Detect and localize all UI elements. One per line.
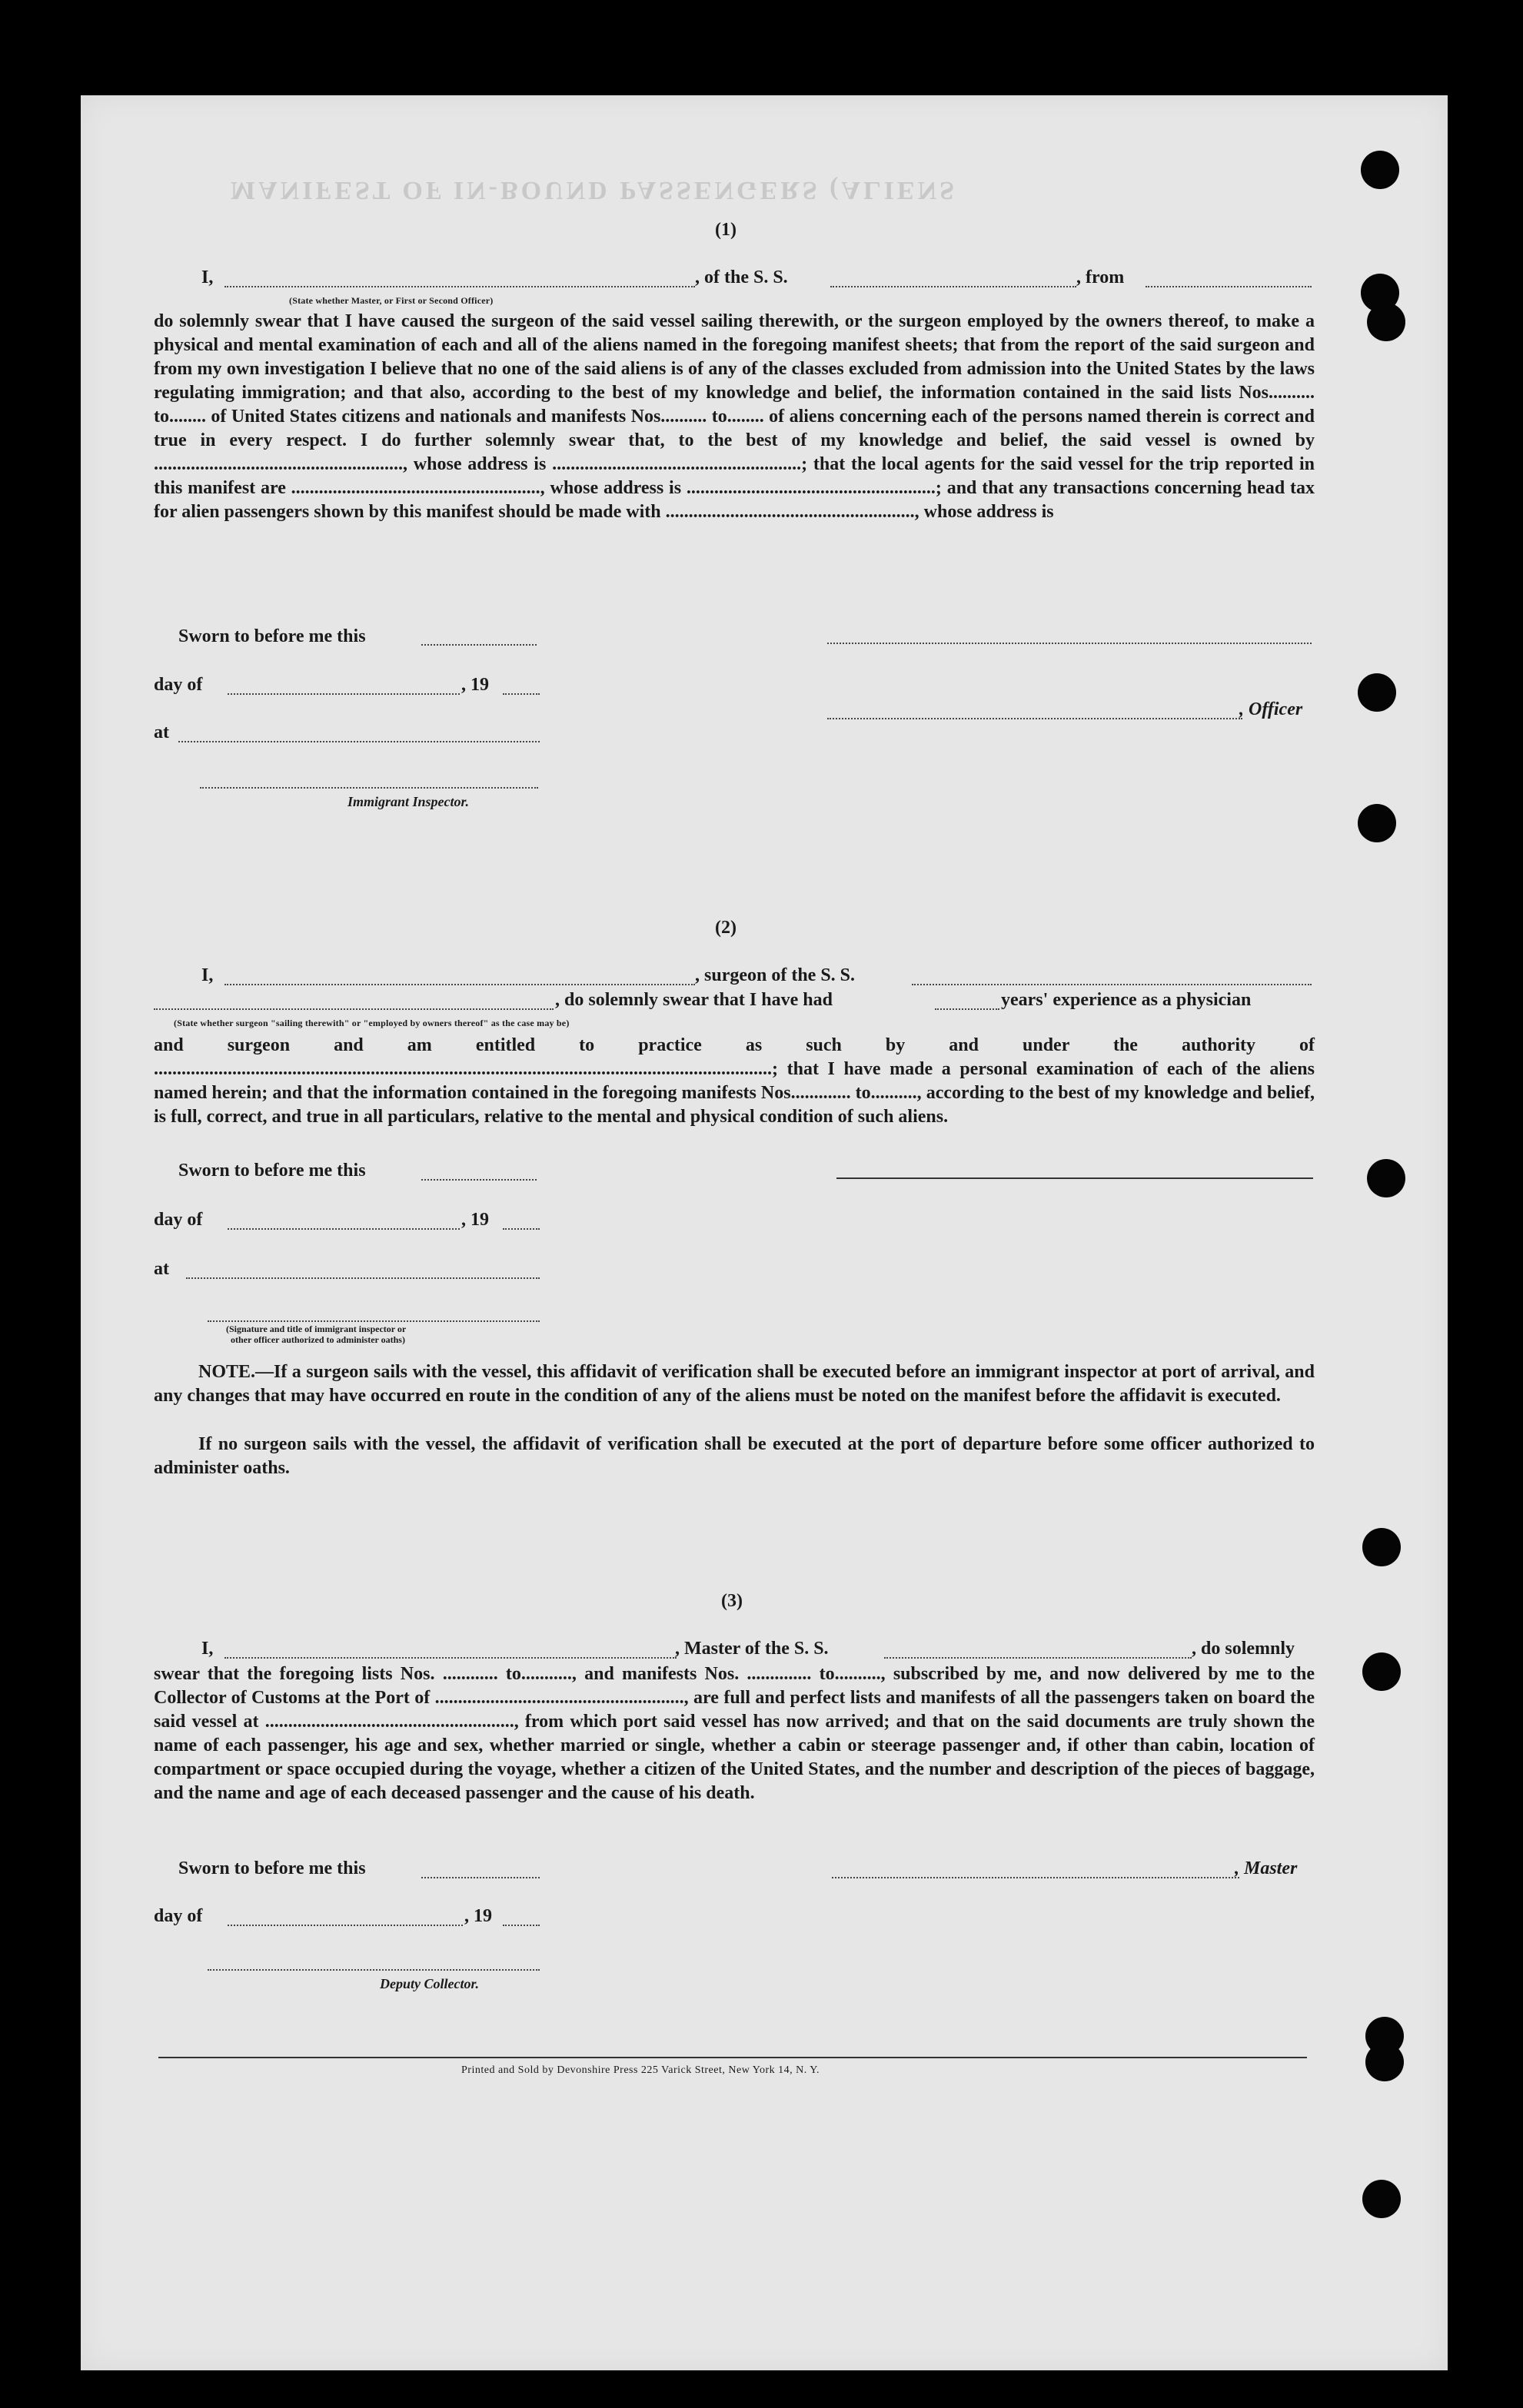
sworn-label: Sworn to before me this: [178, 626, 366, 646]
master-vessel-label: , Master of the S. S.: [675, 1639, 829, 1659]
solemn-swear-label: , do solemnly swear that I have had: [555, 990, 833, 1010]
at-label: at: [154, 722, 169, 742]
sworn-date-field[interactable]: [421, 1179, 537, 1181]
year-label: , 19: [461, 1210, 489, 1230]
master-label: , Master: [1235, 1858, 1298, 1878]
affiant-label: I,: [201, 965, 214, 985]
section-number: (3): [721, 1591, 743, 1611]
day-of-label: day of: [154, 675, 203, 695]
day-of-label: day of: [154, 1906, 203, 1926]
surgeon-note: [154, 1360, 1315, 1433]
officer-rank-hint: (State whether Master, or First or Second Officer): [289, 295, 494, 306]
section1-oath-text: do solemnly swear that I have caused the surgeon of the said vessel sailing therewith, or the surgeon employed by the owners thereof, to make a physical and mental examination of each and all of the aliens named in the foregoing manifest sheets; that from the report of the said surgeon and from my own investigation I believe that no one of the said aliens is of any of the classes excluded from admission into the United States by the laws regulating immigration; and that also, according to the best of my knowledge and belief, the information contained in the said lists Nos.......... to........ of United States citizens and nationals and manifests Nos.......... to........ of aliens concerning each of the persons named therein is correct and true in every respect. I do further solemnly swear that, to the best of my knowledge and belief, the said vessel is owned by ......................................................, whose address is ......................................................; that the local agents for the said vessel for the trip reported in this manifest are ......................................................, whose address is ......................................................; and that any transactions concerning head tax for alien passengers shown by this manifest should be made with ......................................................, whose address is: [154, 311, 1315, 522]
day-of-field[interactable]: [228, 1925, 463, 1926]
officer-name-field[interactable]: [224, 286, 695, 287]
punch-hole: [1365, 2043, 1404, 2081]
surgeon-name-field[interactable]: [224, 984, 695, 985]
punch-hole: [1362, 1652, 1401, 1691]
signature-hint-line1: (Signature and title of immigrant inspector or: [226, 1324, 407, 1334]
no-surgeon-note: [154, 1433, 1315, 1480]
officer-name-line[interactable]: [827, 718, 1242, 719]
bleed-through-text: MANIFEST OF IN-BOUND PASSENGERS (ALIENS: [231, 176, 958, 204]
officer-label: , Officer: [1239, 699, 1303, 719]
at-field[interactable]: [186, 1277, 540, 1279]
punch-hole: [1358, 804, 1396, 842]
at-field[interactable]: [178, 741, 540, 742]
punch-hole: [1362, 2180, 1401, 2218]
punch-hole: [1367, 303, 1405, 341]
collector-signature-line[interactable]: [208, 1969, 540, 1971]
affiant-label: I,: [201, 1639, 214, 1659]
sworn-date-field[interactable]: [421, 1877, 540, 1878]
punch-hole: [1367, 1159, 1405, 1197]
year-field[interactable]: [503, 1925, 540, 1926]
year-label: , 19: [464, 1906, 492, 1926]
deputy-collector-label: Deputy Collector.: [380, 1976, 479, 1991]
master-signature-line[interactable]: [832, 1877, 1239, 1878]
affiant-label: I,: [201, 267, 214, 287]
from-label: , from: [1076, 267, 1125, 287]
year-field[interactable]: [503, 693, 540, 695]
printer-imprint: Printed and Sold by Devonshire Press 225 Varick Street, New York 14, N. Y.: [461, 2064, 820, 2076]
punch-hole: [1362, 1528, 1401, 1566]
no-surgeon-note-text: If no surgeon sails with the vessel, the affidavit of verification shall be executed at the port of departure before some officer authorized to administer oaths.: [154, 1434, 1315, 1478]
from-port-field[interactable]: [1146, 286, 1312, 287]
solemn-label: , do solemnly: [1192, 1639, 1295, 1659]
section-number: (1): [715, 220, 737, 240]
surgeon-signature-line[interactable]: [836, 1177, 1313, 1179]
inspector-signature-line[interactable]: [200, 787, 538, 789]
master-name-field[interactable]: [224, 1657, 677, 1659]
punch-hole: [1361, 151, 1399, 189]
surgeon-type-field[interactable]: [154, 1008, 554, 1010]
note-text: —If a surgeon sails with the vessel, this affidavit of verification shall be executed before an immigrant inspector at port of arrival, and any changes that may have occurred en route in the condition of any of the aliens must be noted on the manifest before the affidavit is executed.: [154, 1362, 1315, 1406]
footer-rule: [158, 2057, 1307, 2058]
surgeon-vessel-field[interactable]: [912, 984, 1312, 985]
years-experience-label: years' experience as a physician: [1001, 990, 1252, 1010]
section-number: (2): [715, 918, 737, 938]
sworn-label: Sworn to before me this: [178, 1858, 366, 1878]
at-label: at: [154, 1259, 169, 1279]
punch-hole: [1358, 673, 1396, 712]
officer-signature-line[interactable]: [827, 643, 1312, 644]
signature-hint-line2: other officer authorized to administer oaths): [231, 1334, 405, 1345]
vessel-label: , of the S. S.: [695, 267, 788, 287]
section2-oath-text: and surgeon and am entitled to practice as such by and under the authority of ......................................................................................................................................; that I have made a personal examination of each of the aliens named herein; and that the information contained in the foregoing manifests Nos............. to.........., according to the best of my knowledge and belief, is full, correct, and true in all particulars, relative to the mental and physical condition of such aliens.: [154, 1035, 1315, 1127]
vessel-name-field[interactable]: [830, 286, 1076, 287]
day-of-field[interactable]: [228, 1228, 460, 1230]
surgeon-type-hint: (State whether surgeon "sailing therewith" or "employed by owners thereof" as the case may be): [174, 1018, 570, 1028]
sworn-label: Sworn to before me this: [178, 1161, 366, 1181]
surgeon-vessel-label: , surgeon of the S. S.: [695, 965, 856, 985]
immigrant-inspector-label: Immigrant Inspector.: [347, 794, 470, 809]
section3-oath-text: swear that the foregoing lists Nos. ............ to..........., and manifests Nos. .............. to.........., subscribed by me, and now delivered by me to the Collector of Customs at the Port of ......................................................, are full and perfect lists and manifests of all the passengers taken on board the said vessel at ......................................................, from which port said vessel has now arrived; and that on the said documents are truly shown the name of each passenger, his age and sex, whether married or single, whether a cabin or steerage passenger and, if other than cabin, location of compartment or space occupied during the voyage, whether a citizen of the United States, and the number and description of the pieces of baggage, and the name and age of each deceased passenger and the cause of his death.: [154, 1664, 1315, 1803]
sworn-date-field[interactable]: [421, 644, 537, 646]
year-label: , 19: [461, 675, 489, 695]
year-field[interactable]: [503, 1228, 540, 1230]
years-field[interactable]: [935, 1008, 999, 1010]
day-of-label: day of: [154, 1210, 203, 1230]
inspector-signature-line[interactable]: [208, 1320, 540, 1322]
note-label: NOTE.: [198, 1362, 256, 1382]
day-of-field[interactable]: [228, 693, 460, 695]
master-vessel-field[interactable]: [884, 1657, 1192, 1659]
